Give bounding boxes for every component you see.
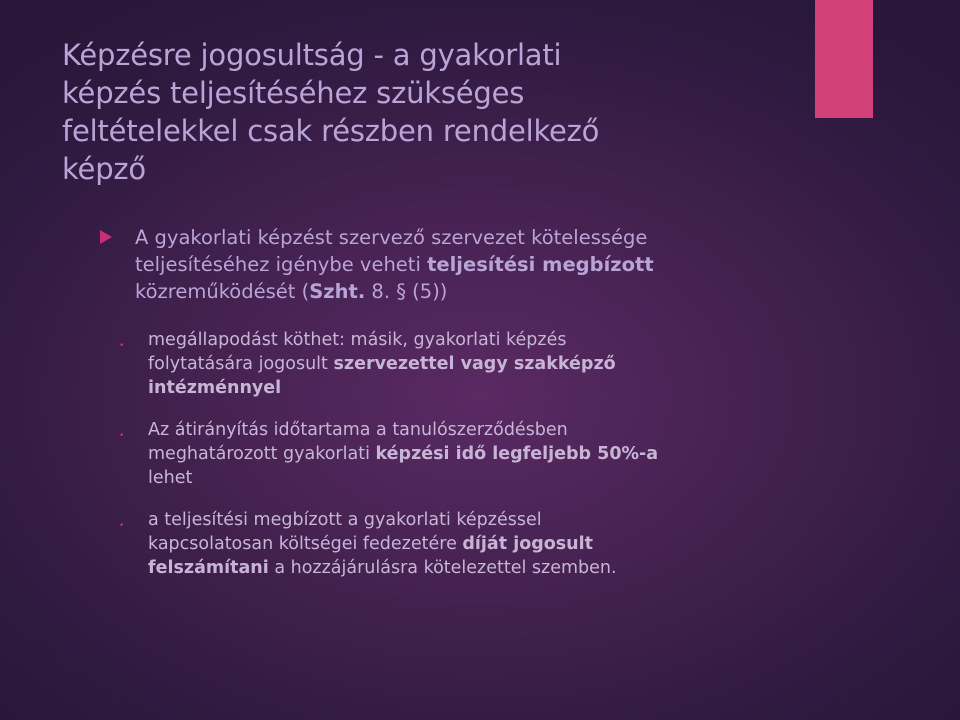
dot-bullet-icon: • [119, 431, 125, 441]
sub-bullet-3-line-2-bold: díját jogosult [462, 534, 594, 554]
slide-title-line-3: feltételekkel csak részben rendelkező [62, 114, 600, 148]
main-bullet-line-2-bold: teljesítési megbízott [427, 253, 654, 276]
slide-title-line-4: képző [62, 152, 146, 186]
slide-title [62, 36, 782, 188]
sub-bullet-3-line-3 [148, 556, 820, 580]
sub-bullet-2-line-2-bold: képzési idő legfeljebb 50%-a [375, 444, 659, 464]
sub-bullet-3-line-3-bold: felszámítani [148, 558, 269, 578]
sub-bullet-1-line-2-text: folytatására jogosult [148, 354, 334, 374]
sub-bullet-3-line-3-text: a hozzájárulásra kötelezettel szemben. [268, 558, 617, 578]
main-bullet-line-2 [135, 251, 820, 278]
slide-body [100, 224, 820, 598]
sub-bullet-1-line-2 [148, 352, 820, 376]
sub-bullet-1-line-3-bold: intézménnyel [148, 378, 282, 398]
sub-bullet-2-line-2-text: meghatározott gyakorlati [148, 444, 376, 464]
dot-bullet-icon: • [119, 521, 125, 531]
sub-bullet-2-line-1: Az átirányítás időtartama a tanulószerződésben [148, 420, 568, 440]
slide-title-line-1: Képzésre jogosultság - a gyakorlati [62, 38, 562, 72]
sub-bullet-item [75, 508, 820, 580]
sub-bullet-2-line-2 [148, 442, 820, 466]
main-bullet-line-1: A gyakorlati képzést szervező szervezet kötelessége [135, 226, 648, 249]
slide-title-line-2: képzés teljesítéséhez szükséges [62, 76, 525, 110]
sub-bullet-item [75, 418, 820, 490]
sub-bullet-item [75, 328, 820, 400]
sub-bullet-2-line-3: lehet [148, 468, 193, 488]
main-bullet-line-3 [135, 278, 820, 305]
main-bullet-line-3-bold: Szht. [309, 280, 366, 303]
sub-bullet-list [100, 328, 820, 580]
sub-bullet-1-line-3 [148, 376, 820, 400]
triangle-arrow-bullet-icon [100, 230, 112, 244]
dot-bullet-icon: • [119, 341, 125, 351]
sub-bullet-1-line-1: megállapodást köthet: másik, gyakorlati képzés [148, 330, 567, 350]
sub-bullet-1-line-2-bold: szervezettel vagy szakképző [333, 354, 616, 374]
accent-bar [815, 0, 873, 118]
main-bullet-line-3-text-b: 8. § (5)) [365, 280, 448, 303]
sub-bullet-3-line-2-text: kapcsolatosan költségei fedezetére [148, 534, 463, 554]
sub-bullet-3-line-1: a teljesítési megbízott a gyakorlati képzéssel [148, 510, 542, 530]
main-bullet [100, 224, 820, 305]
main-bullet-line-3-text-a: közreműködését ( [135, 280, 310, 303]
main-bullet-line-2-text: teljesítéséhez igénybe veheti [135, 253, 428, 276]
sub-bullet-3-line-2 [148, 532, 820, 556]
